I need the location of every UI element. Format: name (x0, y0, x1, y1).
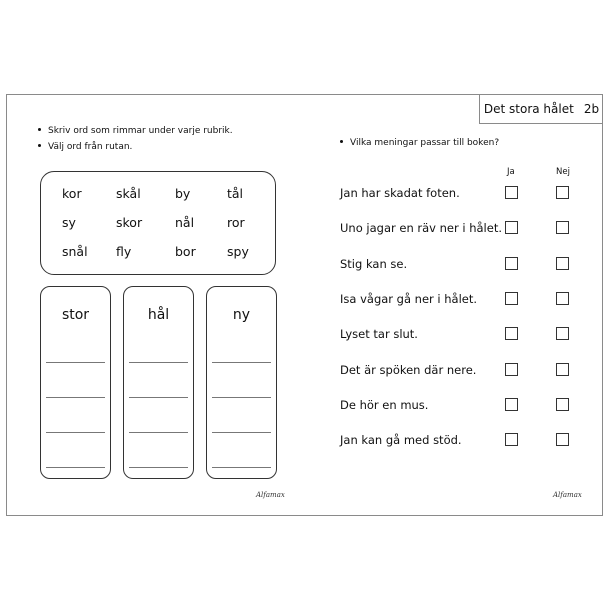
word-bank-word: by (175, 186, 191, 201)
yes-checkbox[interactable] (505, 257, 518, 270)
yes-checkbox[interactable] (505, 363, 518, 376)
no-checkbox[interactable] (556, 433, 569, 446)
no-checkbox[interactable] (556, 186, 569, 199)
write-line[interactable] (46, 467, 105, 468)
question-text: Isa vågar gå ner i hålet. (340, 292, 478, 306)
word-bank-word: spy (227, 244, 249, 259)
write-line[interactable] (129, 467, 188, 468)
no-checkbox[interactable] (556, 398, 569, 411)
no-checkbox[interactable] (556, 221, 569, 234)
word-bank-word: fly (116, 244, 132, 259)
question-text: Jan har skadat foten. (340, 186, 460, 200)
question-text: De hör en mus. (340, 398, 429, 412)
no-checkbox[interactable] (556, 257, 569, 270)
no-checkbox[interactable] (556, 363, 569, 376)
instruction-item: Vilka meningar passar till boken? (340, 138, 499, 148)
question-text: Lyset tar slut. (340, 327, 418, 341)
question-text: Det är spöken där nere. (340, 363, 477, 377)
word-bank-word: skål (116, 186, 141, 201)
bullet-icon (38, 144, 41, 147)
brand-logo-left: Alfamax (256, 491, 285, 499)
word-bank-word: kor (62, 186, 82, 201)
write-line[interactable] (46, 397, 105, 398)
no-checkbox[interactable] (556, 292, 569, 305)
write-line[interactable] (129, 432, 188, 433)
question-text: Uno jagar en räv ner i hålet. (340, 221, 502, 235)
question-text: Stig kan se. (340, 257, 408, 271)
write-line[interactable] (212, 467, 271, 468)
yes-checkbox[interactable] (505, 398, 518, 411)
bullet-icon (38, 128, 41, 131)
write-line[interactable] (129, 362, 188, 363)
yes-checkbox[interactable] (505, 292, 518, 305)
instruction-item: Skriv ord som rimmar under varje rubrik. (38, 126, 233, 136)
word-bank-word: ror (227, 215, 245, 230)
rhyme-column-title: stor (61, 307, 90, 323)
write-line[interactable] (212, 362, 271, 363)
word-bank-word: skor (116, 215, 143, 230)
write-line[interactable] (129, 397, 188, 398)
word-bank-word: sy (62, 215, 76, 230)
worksheet-title: Det stora hålet (483, 101, 574, 116)
rhyme-column-ny (206, 286, 277, 479)
question-text: Jan kan gå med stöd. (340, 433, 462, 447)
word-bank-word: tål (227, 186, 244, 201)
word-bank-word: snål (62, 244, 88, 259)
word-bank (40, 171, 276, 275)
yes-checkbox[interactable] (505, 433, 518, 446)
yes-column-header: Ja (507, 167, 515, 177)
write-line[interactable] (46, 362, 105, 363)
instruction-item: Välj ord från rutan. (38, 142, 132, 152)
rhyme-column-stor (40, 286, 111, 479)
yes-checkbox[interactable] (505, 186, 518, 199)
yes-checkbox[interactable] (505, 221, 518, 234)
yes-checkbox[interactable] (505, 327, 518, 340)
word-bank-word: bor (175, 244, 196, 259)
word-bank-word: nål (175, 215, 195, 230)
bullet-icon (340, 140, 343, 143)
no-checkbox[interactable] (556, 327, 569, 340)
write-line[interactable] (212, 432, 271, 433)
brand-logo-right: Alfamax (553, 491, 582, 499)
rhyme-column-hal (123, 286, 194, 479)
rhyme-column-title: hål (147, 307, 170, 323)
write-line[interactable] (46, 432, 105, 433)
no-column-header: Nej (556, 167, 570, 177)
rhyme-column-title: ny (232, 307, 251, 323)
worksheet-code: 2b (583, 101, 600, 116)
title-box (479, 94, 603, 124)
write-line[interactable] (212, 397, 271, 398)
